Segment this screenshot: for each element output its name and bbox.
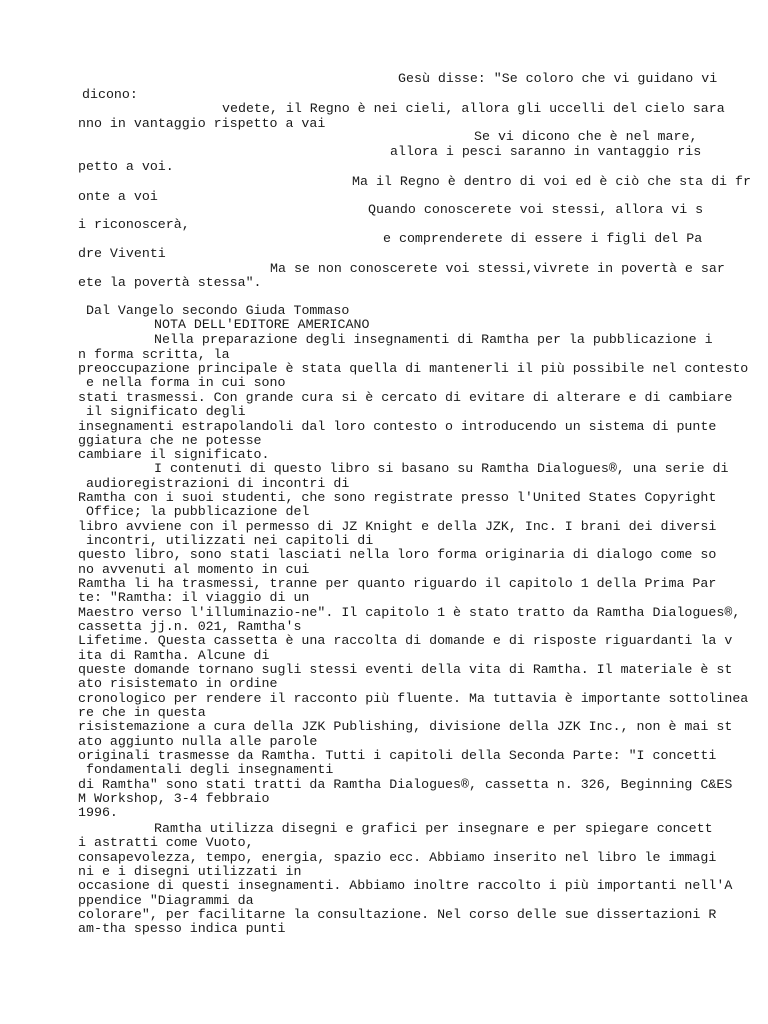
text-line: Office; la pubblicazione del — [86, 504, 310, 519]
text-line: Maestro verso l'illuminazio-ne". Il capitolo 1 è stato tratto da Ramtha Dialogues®, — [78, 605, 741, 620]
text-line: preoccupazione principale è stata quella di mantenerli il più possibile nel contesto — [78, 361, 749, 376]
text-line: Ramtha con i suoi studenti, che sono registrate presso l'United States Copyright — [78, 490, 717, 505]
text-line: Nella preparazione degli insegnamenti di Ramtha per la pubblicazione i — [154, 332, 713, 347]
section-heading: NOTA DELL'EDITORE AMERICANO — [154, 317, 370, 332]
text-line: Se vi dicono che è nel mare, — [474, 129, 698, 144]
text-line: ato aggiunto nulla alle parole — [78, 734, 318, 749]
text-line: dicono: — [82, 87, 138, 102]
text-line: e nella forma in cui sono — [86, 375, 286, 390]
text-line: ato risistemato in ordine — [78, 676, 278, 691]
text-line: no avvenuti al momento in cui — [78, 562, 310, 577]
text-line: I contenuti di questo libro si basano su Ramtha Dialogues®, una serie di — [154, 461, 729, 476]
text-line: ggiatura che ne potesse — [78, 433, 262, 448]
text-line: Quando conoscerete voi stessi, allora vi s — [368, 202, 704, 217]
text-line: questo libro, sono stati lasciati nella loro forma originaria di dialogo come so — [78, 547, 717, 562]
text-line: insegnamenti estrapolandoli dal loro contesto o introducendo un sistema di punte — [78, 419, 717, 434]
text-line: di Ramtha" sono stati tratti da Ramtha Dialogues®, cassetta n. 326, Beginning C&ES — [78, 777, 733, 792]
text-line: cassetta jj.n. 021, Ramtha's — [78, 619, 302, 634]
text-line: petto a voi. — [78, 159, 174, 174]
text-line: n forma scritta, la — [78, 347, 230, 362]
text-line: audioregistrazioni di incontri di — [86, 476, 350, 491]
text-line: fondamentali degli insegnamenti — [86, 762, 334, 777]
text-line: 1996. — [78, 805, 118, 820]
text-line: te: "Ramtha: il viaggio di un — [78, 590, 310, 605]
text-line: ete la povertà stessa". — [78, 275, 262, 290]
text-line: am-tha spesso indica punti — [78, 921, 286, 936]
text-line: colorare", per facilitarne la consultazione. Nel corso delle sue dissertazioni R — [78, 907, 717, 922]
text-line: re che in questa — [78, 705, 206, 720]
text-line: Ramtha utilizza disegni e grafici per insegnare e per spiegare concett — [154, 821, 713, 836]
text-line: dre Viventi — [78, 246, 166, 261]
text-line: incontri, utilizzati nei capitoli di — [86, 533, 374, 548]
text-line: vedete, il Regno è nei cieli, allora gli uccelli del cielo sara — [222, 101, 725, 116]
source-line: Dal Vangelo secondo Giuda Tommaso — [86, 303, 350, 318]
text-line: onte a voi — [78, 189, 158, 204]
text-line: Ma se non conoscerete voi stessi,vivrete in povertà e sar — [270, 261, 725, 276]
text-line: consapevolezza, tempo, energia, spazio ecc. Abbiamo inserito nel libro le immagi — [78, 850, 717, 865]
text-line: cronologico per rendere il racconto più fluente. Ma tuttavia è importante sottolinea — [78, 691, 749, 706]
text-line: M Workshop, 3-4 febbraio — [78, 791, 270, 806]
text-line: e comprenderete di essere i figli del Pa — [383, 231, 703, 246]
text-line: libro avviene con il permesso di JZ Knight e della JZK, Inc. I brani dei diversi — [78, 519, 717, 534]
text-line: ita di Ramtha. Alcune di — [78, 648, 270, 663]
text-line: nno in vantaggio rispetto a vai — [78, 116, 326, 131]
text-line: Ramtha li ha trasmessi, tranne per quanto riguardo il capitolo 1 della Prima Par — [78, 576, 717, 591]
text-line: Ma il Regno è dentro di voi ed è ciò che sta di fr — [352, 174, 751, 189]
text-line: cambiare il significato. — [78, 447, 270, 462]
text-line: risistemazione a cura della JZK Publishing, divisione della JZK Inc., non è mai st — [78, 719, 733, 734]
text-line: allora i pesci saranno in vantaggio ris — [390, 144, 702, 159]
text-line: occasione di questi insegnamenti. Abbiamo inoltre raccolto i più importanti nell'A — [78, 878, 733, 893]
text-line: Gesù disse: "Se coloro che vi guidano vi — [398, 71, 718, 86]
text-line: ni e i disegni utilizzati in — [78, 864, 302, 879]
text-line: stati trasmessi. Con grande cura si è cercato di evitare di alterare e di cambiare — [78, 390, 733, 405]
text-line: queste domande tornano sugli stessi eventi della vita di Ramtha. Il materiale è st — [78, 662, 733, 677]
text-line: il significato degli — [86, 404, 246, 419]
text-line: Lifetime. Questa cassetta è una raccolta di domande e di risposte riguardanti la v — [78, 633, 733, 648]
text-line: originali trasmesse da Ramtha. Tutti i capitoli della Seconda Parte: "I concetti — [78, 748, 717, 763]
text-line: ppendice "Diagrammi da — [78, 893, 254, 908]
text-line: i riconoscerà, — [78, 217, 190, 232]
text-line: i astratti come Vuoto, — [78, 835, 254, 850]
